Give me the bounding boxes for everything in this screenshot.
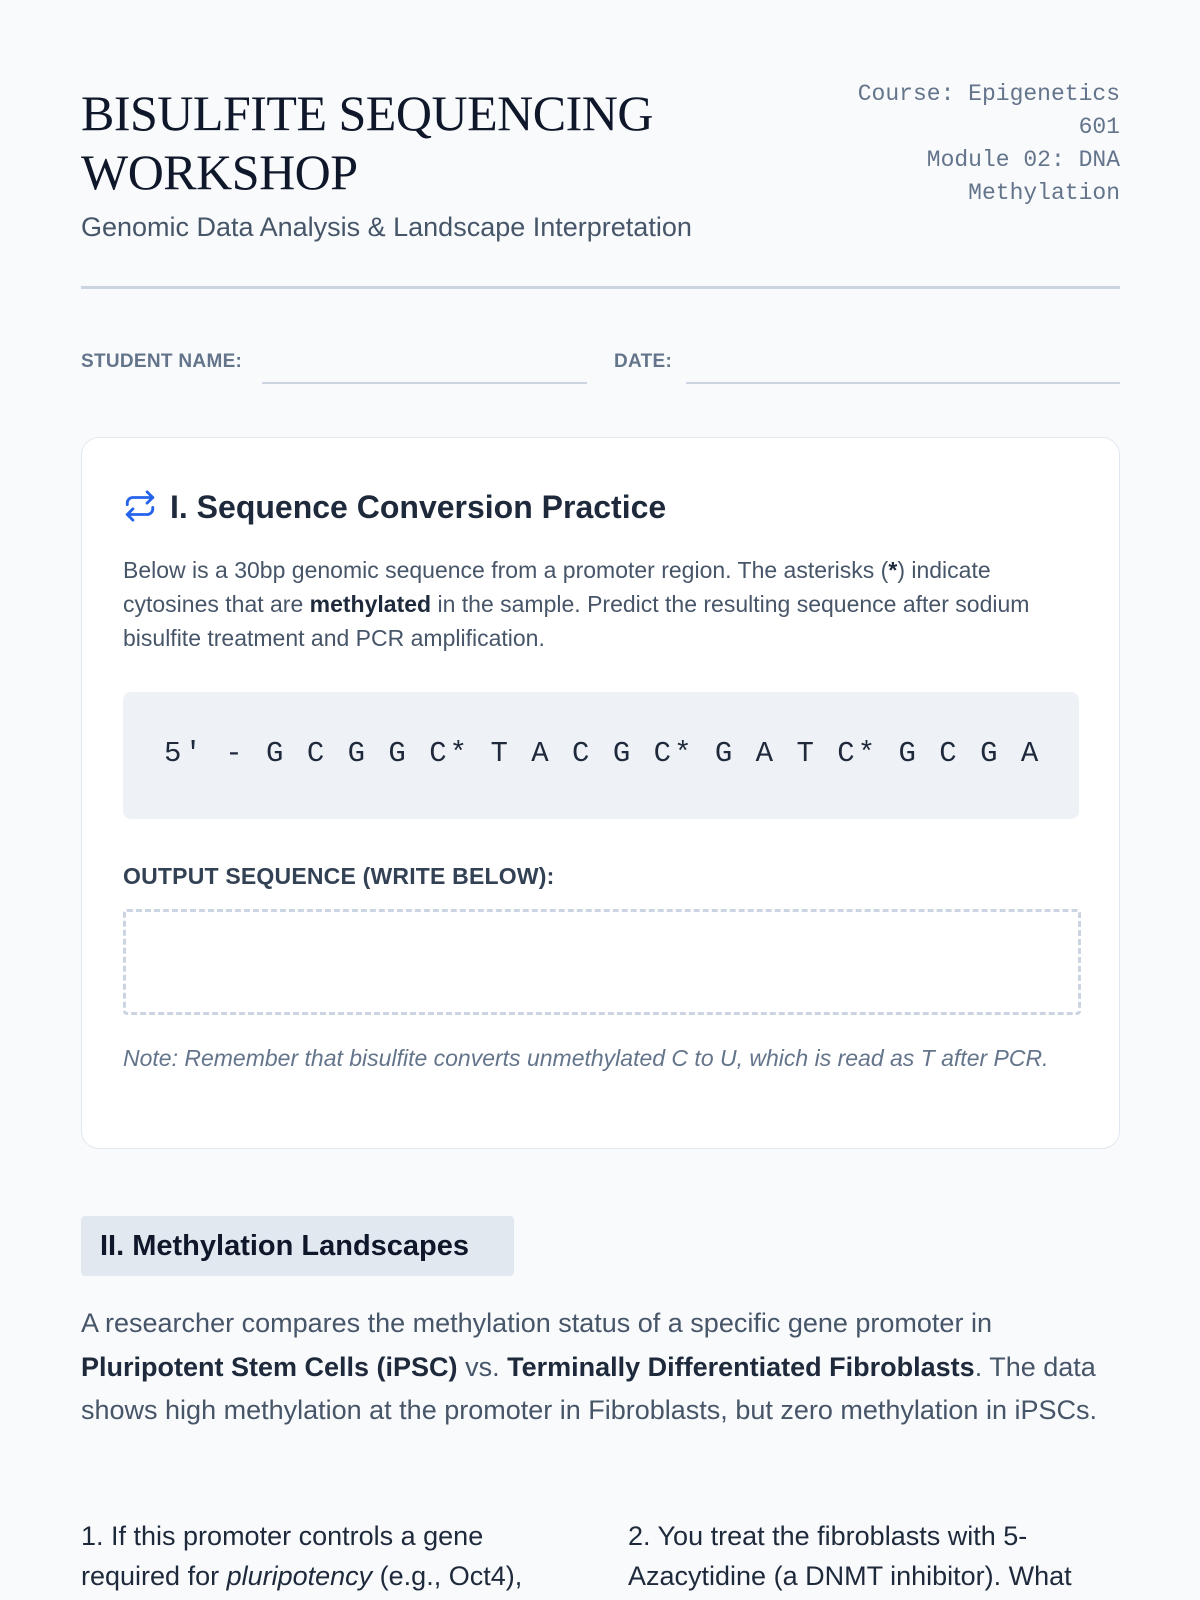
worksheet-header <box>81 78 1120 288</box>
date-label: DATE: <box>614 351 673 372</box>
desc-text-3: in the sample. Predict the resulting sequence after sodium bisulfite treatment and PCR amplification. <box>123 591 1030 651</box>
bisulfite-note: Note: Remember that bisulfite converts unmethylated C to U, which is read as T after PCR. <box>123 1045 1049 1071</box>
section-1-title: I. Sequence Conversion Practice <box>170 489 667 525</box>
module-label: Module 02: DNA Methylation <box>926 147 1120 206</box>
q1-text-2: (e.g., Oct4), <box>372 1561 523 1591</box>
section-2-title: II. Methylation Landscapes <box>100 1230 470 1262</box>
date-field[interactable] <box>686 382 1120 384</box>
desc-text-1: Below is a 30bp genomic sequence from a promoter region. The asterisks ( <box>123 557 889 583</box>
section-2-heading <box>81 1216 514 1276</box>
sequence-box <box>123 692 1079 819</box>
intro-text-2: vs. <box>457 1351 508 1382</box>
question-1 <box>81 1516 571 1596</box>
page-title: BISULFITE SEQUENCING WORKSHOP <box>81 85 653 200</box>
course-label: Course: Epigenetics 601 <box>857 81 1120 140</box>
desc-methylated: methylated <box>309 591 432 617</box>
section-1-description <box>123 553 1073 655</box>
intro-text-1: A researcher compares the methylation status of a specific gene promoter in <box>81 1308 992 1338</box>
section-2-intro <box>81 1302 1120 1433</box>
repeat-icon <box>123 489 157 523</box>
student-name-field[interactable] <box>262 382 587 384</box>
student-name-label: STUDENT NAME: <box>81 351 243 372</box>
output-sequence-label: OUTPUT SEQUENCE (WRITE BELOW): <box>123 863 555 889</box>
page-subtitle: Genomic Data Analysis & Landscape Interpretation <box>81 212 692 242</box>
intro-ipsc: Pluripotent Stem Cells (iPSC) <box>81 1351 458 1382</box>
intro-fibroblasts: Terminally Differentiated Fibroblasts <box>507 1351 975 1382</box>
desc-asterisk: * <box>888 557 898 583</box>
intro-text-3: . The data shows high methylation at the promoter in Fibroblasts, but zero methylation in iPSCs. <box>81 1351 1097 1425</box>
student-fields <box>81 340 1120 386</box>
header-divider <box>81 286 1120 289</box>
sequence-conversion-card <box>81 437 1120 1149</box>
course-meta <box>820 78 1120 210</box>
q1-text-1: 1. If this promoter controls a gene required for <box>81 1521 484 1591</box>
desc-text-2: ) indicate cytosines that are <box>123 557 991 617</box>
question-2: 2. You treat the fibroblasts with 5-Azacytidine (a DNMT inhibitor). What <box>628 1521 1072 1591</box>
genomic-sequence: 5' - G C G G C* T A C G C* G A T C* G C G A <box>164 737 1042 770</box>
output-sequence-answer-box[interactable] <box>123 909 1081 1015</box>
q1-pluripotency: pluripotency <box>226 1561 373 1591</box>
